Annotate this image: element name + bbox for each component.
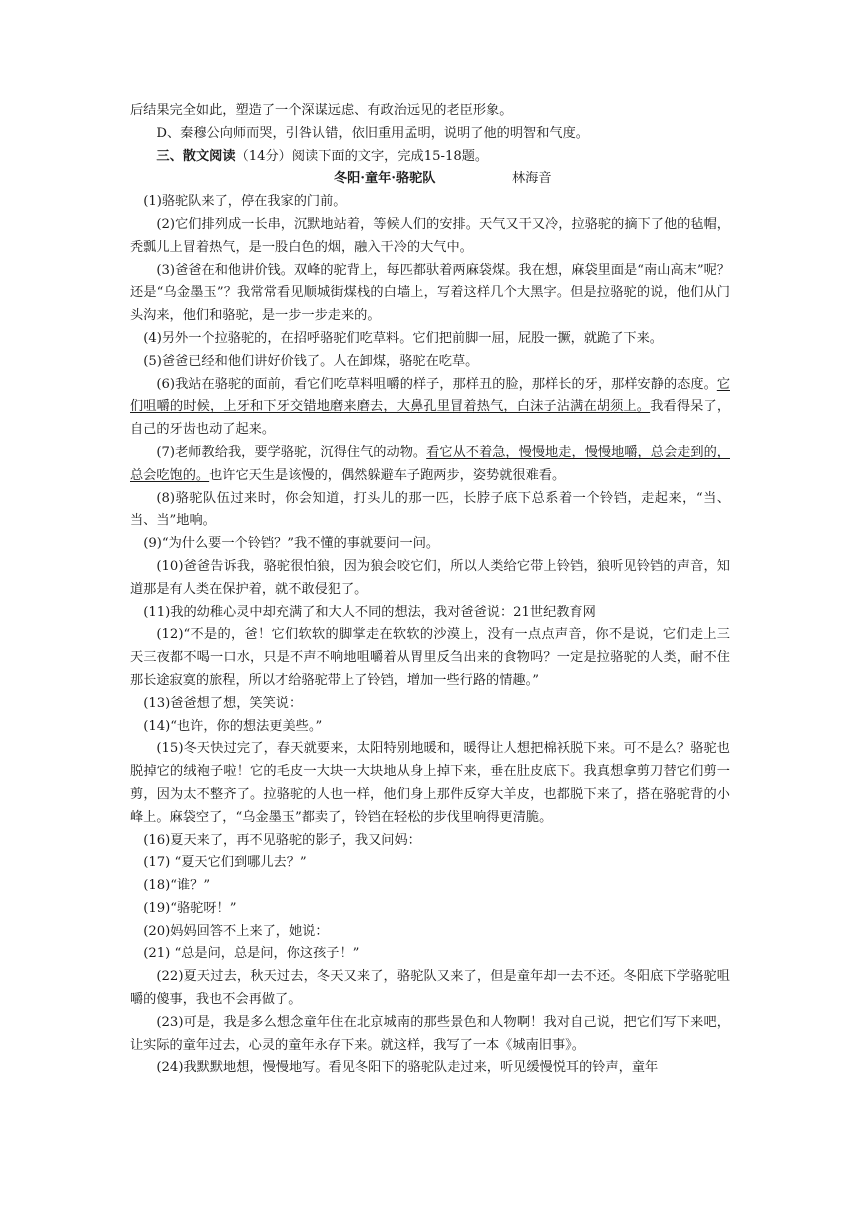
paragraph-7-underlined: 看它从不着急，慢慢地走，慢慢地嚼，总会走到的，总会吃饱的。 (130, 444, 730, 483)
paragraph-15: (15)冬天快过完了，春天就要来，太阳特别地暖和，暖得让人想把棉袄脱下来。可不是么？骆驼也脱掉它的绒袍子啦！它的毛皮一大块一大块地从身上掉下来，垂在肚皮底下。我真想拿剪刀替它们剪一剪，因为太不整齐了。拉骆驼的人也一样，他们身上那件反穿大羊皮，也都脱下来了，搭在骆驼背的小峰上。麻袋空了，“乌金墨玉”都卖了，铃铛在轻松的步伐里响得更清脆。 (130, 741, 730, 825)
paragraph-21: (21) “总是问，总是问，你这孩子！” (143, 946, 360, 962)
option-d: D、秦穆公向师而哭，引咎认错，依旧重用孟明，说明了他的明智和气度。 (156, 125, 589, 141)
article-title: 冬阳·童年·骆驼队 (334, 171, 436, 187)
article-title-row (130, 168, 730, 191)
paragraph-6-text-a: (6)我站在骆驼的面前，看它们吃草料咀嚼的样子，那样丑的脸，那样长的牙，那样安静的态度。 (156, 376, 717, 392)
paragraph-20: (20)妈妈回答不上来了，她说： (143, 923, 329, 939)
paragraph-13: (13)爸爸想了想，笑笑说： (143, 695, 303, 711)
paragraph-10: (10)爸爸告诉我，骆驼很怕狼，因为狼会咬它们，所以人类给它带上铃铛，狼听见铃铛的声音，知道那是有人类在保护着，就不敢侵犯了。 (130, 558, 730, 597)
paragraph-7-text-b: 也许它天生是该慢的，偶然躲避车子跑两步，姿势就很难看。 (209, 467, 566, 483)
paragraph-2: (2)它们排列成一长串，沉默地站着，等候人们的安排。天气又干又冷，拉骆驼的摘下了他的毡帽，秃瓢儿上冒着热气，是一股白色的烟，融入干冷的大气中。 (130, 216, 730, 255)
paragraph-18: (18)“谁？” (143, 878, 211, 894)
paragraph-22: (22)夏天过去，秋天过去，冬天又来了，骆驼队又来了，但是童年却一去不还。冬阳底下学骆驼咀嚼的傻事，我也不会再做了。 (130, 969, 730, 1008)
paragraph-16: (16)夏天来了，再不见骆驼的影子，我又问妈： (143, 832, 421, 848)
paragraph-5: (5)爸爸已经和他们讲好价钱了。人在卸煤，骆驼在吃草。 (143, 353, 479, 369)
paragraph-24: (24)我默默地想，慢慢地写。看见冬阳下的骆驼队走过来，听见缓慢悦耳的铃声，童年 (156, 1060, 659, 1076)
section-heading-instructions: （14分）阅读下面的文字，完成15-18题。 (235, 148, 489, 164)
paragraph-17: (17) “夏天它们到哪儿去？” (143, 855, 307, 871)
paragraph-19: (19)“骆驼呀！” (143, 900, 237, 916)
paragraph-8: (8)骆驼队伍过来时，你会知道，打头儿的那一匹，长脖子底下总系着一个铃铛，走起来，“当、当、当”地响。 (130, 490, 730, 529)
article-author: 林海音 (512, 171, 552, 187)
paragraph-3: (3)爸爸在和他讲价钱。双峰的驼背上，每匹都驮着两麻袋煤。我在想，麻袋里面是“南山高末”呢？还是“乌金墨玉”？我常常看见顺城街煤栈的白墙上，写着这样几个大黑字。但是拉骆驼的说，他们从门头沟来，他们和骆驼，是一步一步走来的。 (130, 262, 730, 324)
section-heading-label: 三、散文阅读 (156, 148, 236, 164)
paragraph-6 (130, 374, 730, 442)
paragraph-6-underlined: 它们咀嚼的时候，上牙和下牙交错地磨来磨去，大鼻孔里冒着热气，白沫子沾满在胡须上。 (130, 376, 730, 415)
intro-line: 后结果完全如此，塑造了一个深谋远虑、有政治远见的老臣形象。 (130, 103, 513, 118)
paragraph-7 (130, 442, 730, 488)
paragraph-4: (4)另外一个拉骆驼的，在招呼骆驼们吃草料。它们把前脚一屈，屁股一撅，就跪了下来。 (143, 330, 663, 346)
paragraph-11: (11)我的幼稚心灵中却充满了和大人不同的想法，我对爸爸说：21世纪教育网 (143, 604, 596, 620)
paragraph-14: (14)“也许，你的想法更美些。” (143, 718, 323, 734)
document-page (130, 100, 730, 1080)
paragraph-7-text-a: (7)老师教给我，要学骆驼，沉得住气的动物。 (156, 444, 427, 460)
paragraph-1: (1)骆驼队来了，停在我家的门前。 (143, 194, 347, 210)
paragraph-12: (12)“不是的，爸！它们软软的脚掌走在软软的沙漠上，没有一点点声音，你不是说，它们走上三天三夜都不喝一口水，只是不声不响地咀嚼着从胃里反刍出来的食物吗？一定是拉骆驼的人类，耐不住那长途寂寞的旅程，所以才给骆驼带上了铃铛，增加一些行路的情趣。” (130, 627, 730, 688)
paragraph-6-text-b: 我看得呆了，自己的牙齿也动了起来。 (130, 399, 731, 438)
paragraph-9: (9)“为什么要一个铃铛？”我不懂的事就要问一问。 (143, 536, 440, 552)
section-heading (130, 146, 730, 169)
paragraph-23: (23)可是，我是多么想念童年住在北京城南的那些景色和人物啊！我对自己说，把它们写下来吧，让实际的童年过去，心灵的童年永存下来。就这样，我写了一本《城南旧事》。 (130, 1014, 730, 1053)
